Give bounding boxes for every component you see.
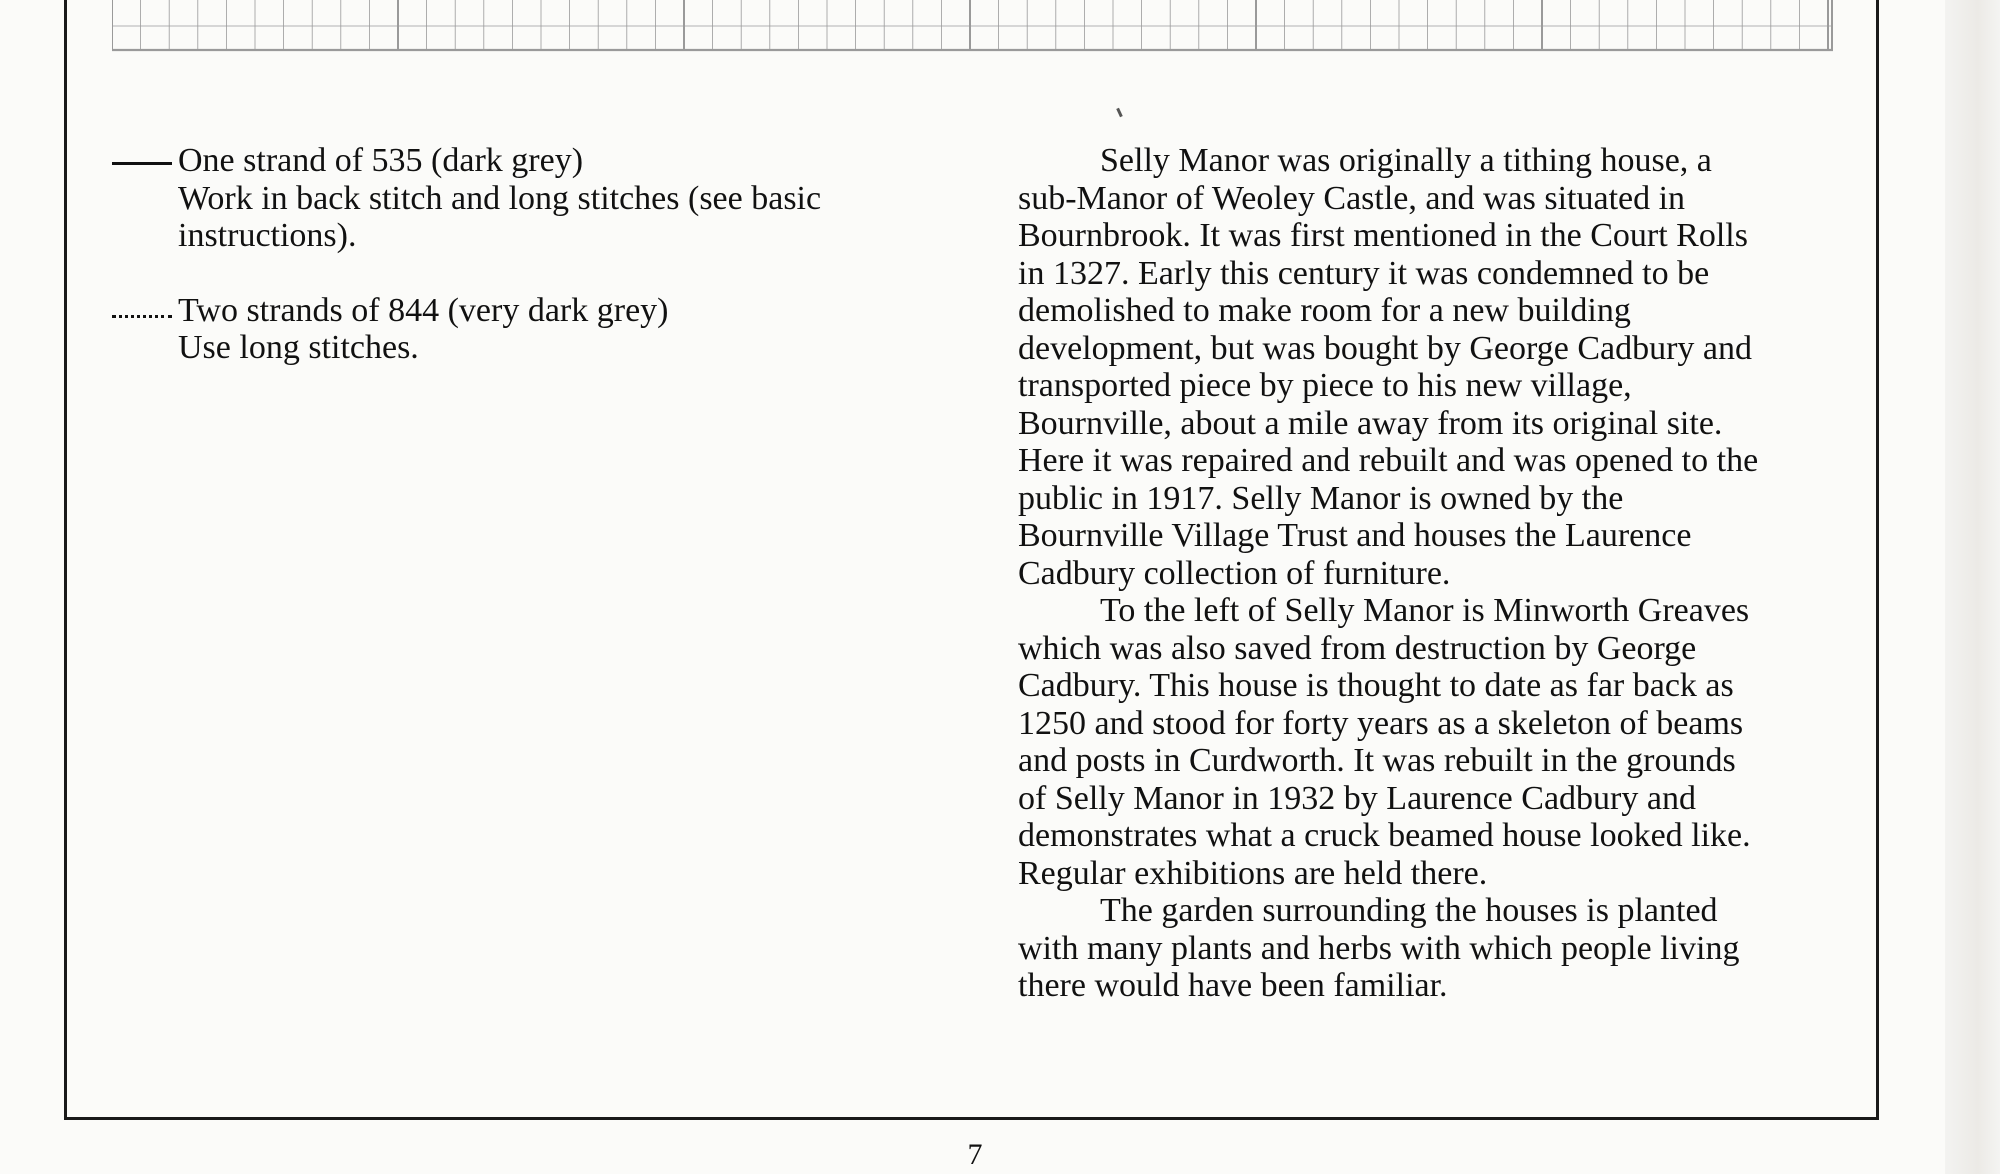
article-line: Cadbury collection of furniture. xyxy=(1018,554,1451,592)
article-line: Bournbrook. It was first mentioned in the Court Rolls xyxy=(1018,217,1748,254)
article-line: sub-Manor of Weoley Castle, and was situated in xyxy=(1018,179,1686,217)
article-line: To the left of Selly Manor is Minworth Greaves xyxy=(1100,592,1750,629)
article-line: of Selly Manor in 1932 by Laurence Cadbury and xyxy=(1018,779,1696,817)
dotted-line-icon xyxy=(112,315,172,318)
article-line: Regular exhibitions are held there. xyxy=(1018,854,1488,892)
page-edge-shadow xyxy=(1945,0,2000,1174)
article-line: 1250 and stood for forty years as a skeleton of beams xyxy=(1018,704,1744,742)
legend-line: Work in back stitch and long stitches (see basic xyxy=(178,179,822,217)
article-line: Cadbury. This house is thought to date as far back as xyxy=(1018,667,1734,704)
article-line: development, but was bought by George Cadbury and xyxy=(1018,329,1753,367)
solid-line-icon xyxy=(112,162,172,165)
legend-line: Use long stitches. xyxy=(178,329,419,366)
article-line: Bournville Village Trust and houses the Laurence xyxy=(1018,517,1692,554)
thread-legend xyxy=(110,142,990,404)
chart-grid-bottom-edge xyxy=(112,0,1833,54)
legend-line: instructions). xyxy=(178,217,357,254)
article-paragraph xyxy=(1018,592,1858,892)
legend-item-solid xyxy=(110,142,990,255)
article-line: demolished to make room for a new building xyxy=(1018,292,1631,329)
article-line: The garden surrounding the houses is planted xyxy=(1100,892,1718,929)
article-line: which was also saved from destruction by George xyxy=(1018,629,1697,667)
article-line: public in 1917. Selly Manor is owned by the xyxy=(1018,479,1624,517)
article-line: Bournville, about a mile away from its original site. xyxy=(1018,404,1723,442)
legend-line: One strand of 535 (dark grey) xyxy=(178,142,584,179)
history-article xyxy=(1018,142,1858,1005)
article-line: transported piece by piece to his new village, xyxy=(1018,367,1632,404)
article-line: and posts in Curdworth. It was rebuilt in the grounds xyxy=(1018,742,1736,779)
article-line: in 1327. Early this century it was condemned to be xyxy=(1018,254,1710,292)
article-line: Selly Manor was originally a tithing house, a xyxy=(1100,142,1712,179)
page-number: 7 xyxy=(967,1138,983,1171)
legend-line: Two strands of 844 (very dark grey) xyxy=(178,291,669,329)
article-line: Here it was repaired and rebuilt and was opened to the xyxy=(1018,442,1759,479)
legend-item-dotted xyxy=(110,292,990,367)
article-line: there would have been familiar. xyxy=(1018,967,1448,1004)
article-paragraph xyxy=(1018,892,1858,1005)
article-line: demonstrates what a cruck beamed house looked like. xyxy=(1018,817,1751,854)
article-paragraph xyxy=(1018,142,1858,592)
article-line: with many plants and herbs with which people living xyxy=(1018,929,1740,967)
